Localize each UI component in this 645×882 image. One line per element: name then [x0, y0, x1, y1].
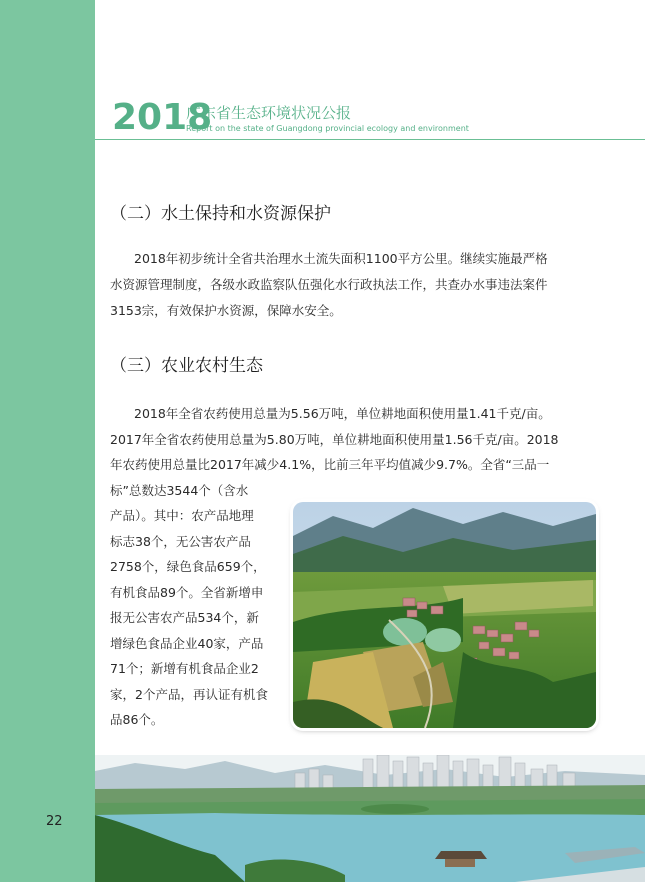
paragraph-line: 有机食品89个。全省新增申 [110, 585, 264, 600]
sidebar-band [0, 0, 95, 882]
paragraph-line: 报无公害农产品534个，新 [110, 610, 259, 625]
paragraph-line: 2018年全省农药使用总量为5.56万吨，单位耕地面积使用量1.41千克/亩。 [134, 406, 551, 421]
paragraph-line: 71个；新增有机食品企业2 [110, 661, 259, 676]
section-heading-agriculture: （三）农业农村生态 [110, 356, 263, 376]
paragraph-line: 2018年初步统计全省共治理水土流失面积1100平方公里。继续实施最严格 [134, 251, 548, 266]
paragraph-line: 年农药使用总量比2017年减少4.1%，比前三年平均值减少9.7%。全省“三品一 [110, 457, 550, 472]
paragraph-line: 品86个。 [110, 712, 164, 727]
header-divider [95, 139, 645, 140]
paragraph-line: 2017年全省农药使用总量为5.80万吨，单位耕地面积使用量1.56千克/亩。2018 [110, 432, 559, 447]
section-heading-water: （二）水土保持和水资源保护 [110, 204, 331, 224]
paragraph-line: 家，2个产品，再认证有机食 [110, 687, 268, 702]
village-aerial-photo [293, 502, 596, 728]
report-year: 2018 [112, 97, 213, 138]
lakeside-city-banner [95, 755, 645, 882]
page-number: 22 [46, 814, 63, 829]
paragraph-line: 水资源管理制度，各级水政监察队伍强化水行政执法工作，共查办水事违法案件 [110, 277, 548, 292]
paragraph-line: 增绿色食品企业40家，产品 [110, 636, 264, 651]
report-title-cn: 广东省生态环境状况公报 [186, 104, 352, 122]
report-title-en: Report on the state of Guangdong provincial ecology and environment [186, 124, 469, 133]
paragraph-line: 2758个，绿色食品659个， [110, 559, 266, 574]
paragraph-line: 产品）。其中：农产品地理 [110, 508, 254, 523]
paragraph-line: 标志38个，无公害农产品 [110, 534, 251, 549]
paragraph-line: 标”总数达3544个（含水 [110, 483, 249, 498]
paragraph-line: 3153宗，有效保护水资源，保障水安全。 [110, 303, 342, 318]
